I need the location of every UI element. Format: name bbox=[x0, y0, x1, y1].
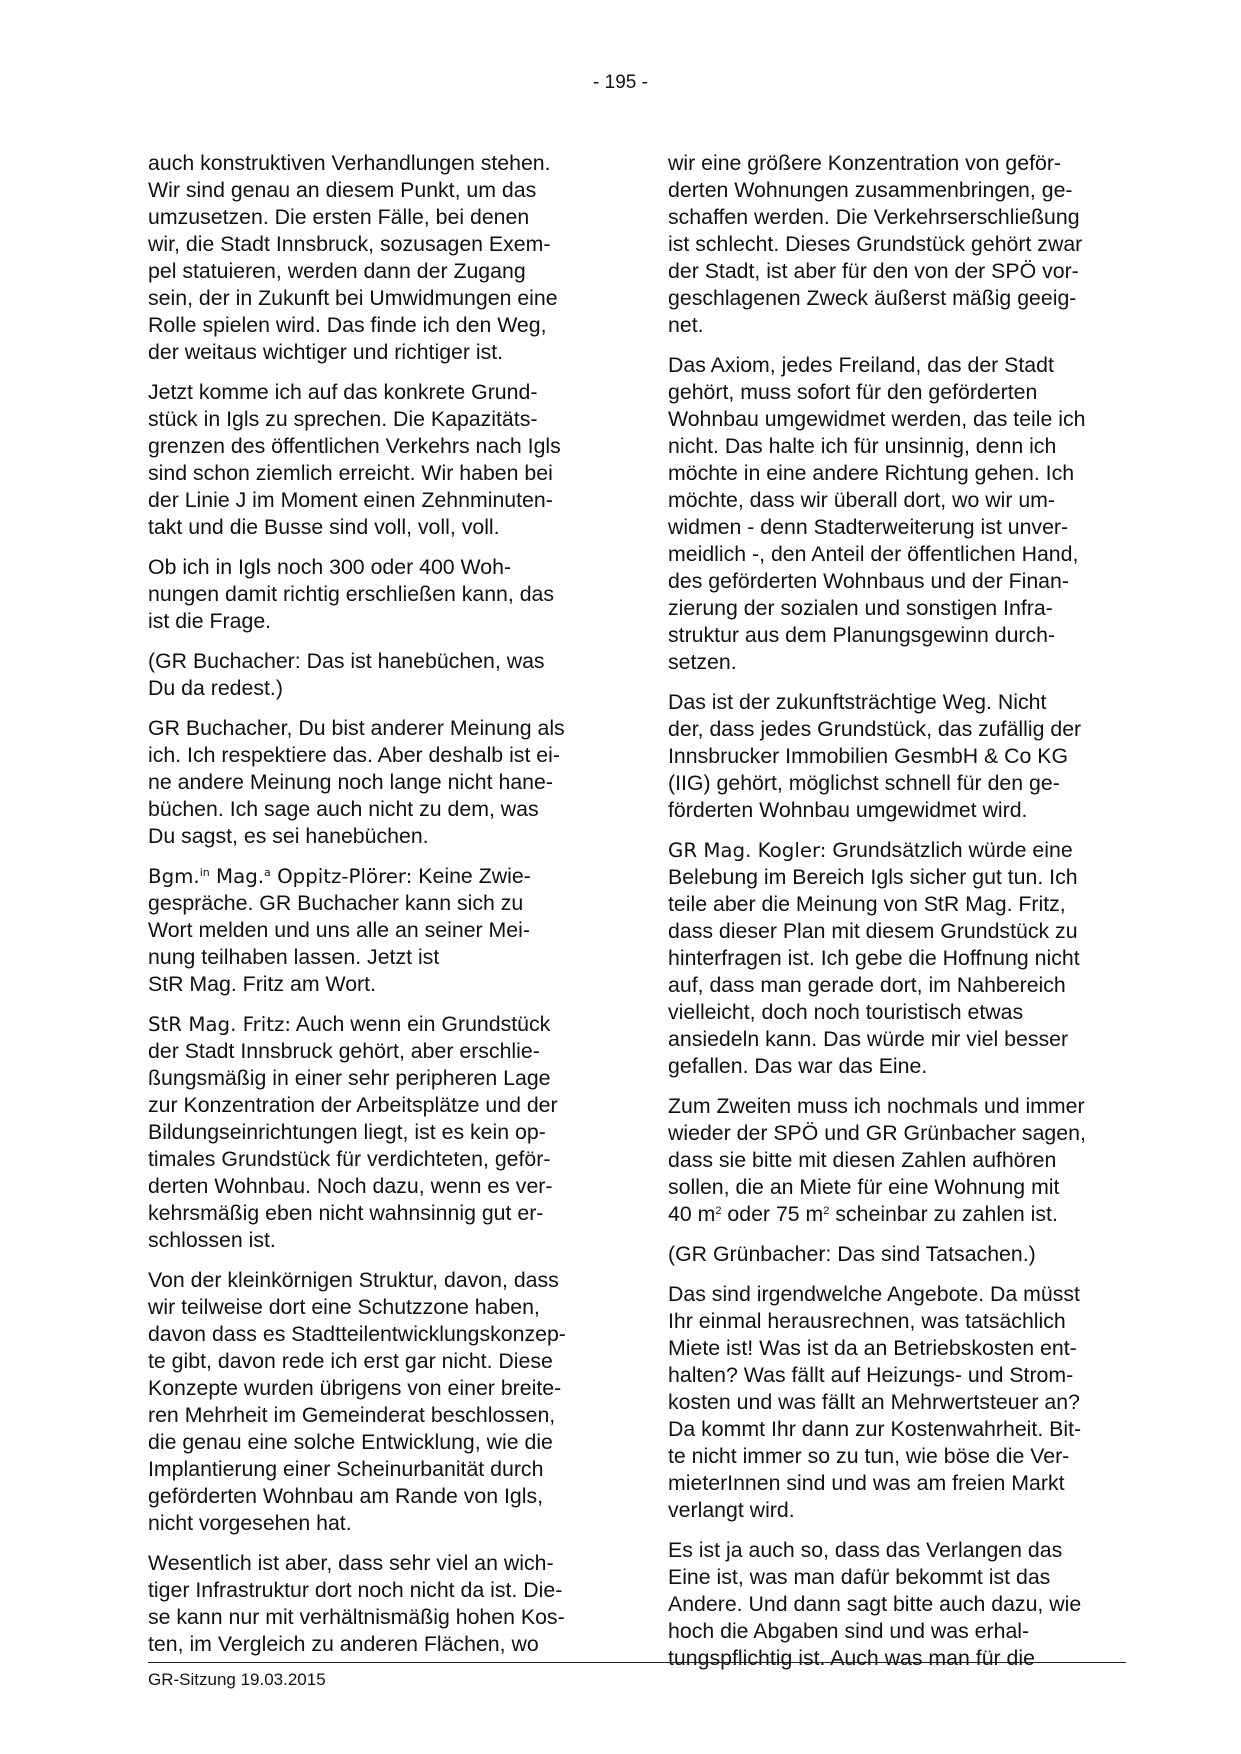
text-line: Du da redest.) bbox=[148, 676, 283, 700]
text-line: gefallen. Das war das Eine. bbox=[668, 1054, 928, 1078]
text-line: umzusetzen. Die ersten Fälle, bei denen bbox=[148, 205, 530, 229]
text-line: Wort melden und uns alle an seiner Mei- bbox=[148, 918, 530, 942]
paragraph bbox=[148, 554, 600, 635]
paragraph bbox=[668, 689, 1120, 824]
text-line: teile aber die Meinung von StR Mag. Fritz, bbox=[668, 892, 1066, 916]
text-line: GR Buchacher, Du bist anderer Meinung als bbox=[148, 716, 565, 740]
text-line: ist die Frage. bbox=[148, 609, 272, 633]
text-line: Eine ist, was man dafür bekommt ist das bbox=[668, 1565, 1051, 1589]
speaker-paragraph bbox=[148, 863, 600, 998]
footer-meeting-label: GR-Sitzung 19.03.2015 bbox=[148, 1670, 326, 1689]
text-line: nicht. Das halte ich für unsinnig, denn ich bbox=[668, 434, 1057, 458]
text-line: grenzen des öffentlichen Verkehrs nach Igls bbox=[148, 434, 561, 458]
text-line: auf, dass man gerade dort, im Nahbereich bbox=[668, 973, 1066, 997]
text-line: der Linie J im Moment einen Zehnminuten- bbox=[148, 488, 553, 512]
text-line: Ob ich in Igls noch 300 oder 400 Woh- bbox=[148, 555, 512, 579]
text-line: te nicht immer so zu tun, wie böse die Ver- bbox=[668, 1444, 1070, 1468]
footer-divider bbox=[148, 1662, 1126, 1663]
text-line: Das sind irgendwelche Angebote. Da müsst bbox=[668, 1282, 1080, 1306]
text-line: te gibt, davon rede ich erst gar nicht. Diese bbox=[148, 1349, 553, 1373]
text-line: ßungsmäßig in einer sehr peripheren Lage bbox=[148, 1066, 551, 1090]
text-line: Miete ist! Was ist da an Betriebskosten ent- bbox=[668, 1336, 1077, 1360]
text-line: ne andere Meinung noch lange nicht hane- bbox=[148, 770, 553, 794]
text-line: gehört, muss sofort für den geförderten bbox=[668, 380, 1038, 404]
text-line: Konzepte wurden übrigens von einer breite- bbox=[148, 1376, 562, 1400]
text-line: geschlagenen Zweck äußerst mäßig geeig- bbox=[668, 286, 1077, 310]
page-number: - 195 - bbox=[593, 72, 648, 93]
text-line: derten Wohnbau. Noch dazu, wenn es ver- bbox=[148, 1174, 553, 1198]
speaker-name: StR Mag. Fritz: bbox=[148, 1013, 292, 1036]
text-line: ten, im Vergleich zu anderen Flächen, wo bbox=[148, 1632, 539, 1656]
text-line: der, dass jedes Grundstück, das zufällig der bbox=[668, 717, 1082, 741]
text-line: zur Konzentration der Arbeitsplätze und der bbox=[148, 1093, 558, 1117]
text-line: net. bbox=[668, 313, 704, 337]
text-line: Wesentlich ist aber, dass sehr viel an wich- bbox=[148, 1551, 554, 1575]
text-line: Du sagst, es sei hanebüchen. bbox=[148, 824, 429, 848]
text-line: kosten und was fällt an Mehrwertsteuer an? bbox=[668, 1390, 1080, 1414]
text-line: widmen - denn Stadterweiterung ist unver- bbox=[668, 515, 1069, 539]
interjection bbox=[668, 1241, 1120, 1268]
interjection bbox=[148, 648, 600, 702]
text-line: die genau eine solche Entwicklung, wie die bbox=[148, 1430, 553, 1454]
paragraph bbox=[148, 1550, 600, 1658]
text-line: büchen. Ich sage auch nicht zu dem, was bbox=[148, 797, 539, 821]
text-line: (GR Buchacher: Das ist hanebüchen, was bbox=[148, 649, 545, 673]
text-line: GR Mag. Kogler: Grundsätzlich würde eine bbox=[668, 838, 1073, 862]
text-line: timales Grundstück für verdichteten, geför- bbox=[148, 1147, 551, 1171]
paragraph bbox=[148, 715, 600, 850]
speaker-paragraph bbox=[148, 1011, 600, 1254]
text-line: tiger Infrastruktur dort noch nicht da ist. Die- bbox=[148, 1578, 563, 1602]
text-line: 40 $m^2$ oder 75 $m^2$ scheinbar zu zahlen ist. bbox=[668, 1202, 1058, 1226]
paragraph bbox=[668, 352, 1120, 676]
text-line: Von der kleinkörnigen Struktur, davon, dass bbox=[148, 1268, 559, 1292]
text-line: (IIG) gehört, möglichst schnell für den ge- bbox=[668, 771, 1060, 795]
text-line: meidlich -, den Anteil der öffentlichen Hand, bbox=[668, 542, 1079, 566]
text-line: sind schon ziemlich erreicht. Wir haben bei bbox=[148, 461, 553, 485]
text-line: Das ist der zukunftsträchtige Weg. Nicht bbox=[668, 690, 1047, 714]
text-line: pel statuieren, werden dann der Zugang bbox=[148, 259, 526, 283]
text-line: sein, der in Zukunft bei Umwidmungen eine bbox=[148, 286, 558, 310]
text-line: stück in Igls zu sprechen. Die Kapazitäts- bbox=[148, 407, 538, 431]
text-line: Wir sind genau an diesem Punkt, um das bbox=[148, 178, 537, 202]
text-line: mieterInnen sind und was am freien Markt bbox=[668, 1471, 1065, 1495]
text-line: hinterfragen ist. Ich gebe die Hoffnung nicht bbox=[668, 946, 1080, 970]
right-column bbox=[668, 150, 1120, 1685]
text-line: wir eine größere Konzentration von geför- bbox=[668, 151, 1062, 175]
text-line: Ihr einmal herausrechnen, was tatsächlich bbox=[668, 1309, 1066, 1333]
text-line: Zum Zweiten muss ich nochmals und immer bbox=[668, 1094, 1085, 1118]
text-line: halten? Was fällt auf Heizungs- und Strom- bbox=[668, 1363, 1074, 1387]
text-line: Wohnbau umgewidmet werden, das teile ich bbox=[668, 407, 1086, 431]
text-line: ren Mehrheit im Gemeinderat beschlossen, bbox=[148, 1403, 556, 1427]
text-line: vielleicht, doch noch touristisch etwas bbox=[668, 1000, 1024, 1024]
text-line: kehrsmäßig eben nicht wahnsinnig gut er- bbox=[148, 1201, 544, 1225]
text-line: (GR Grünbacher: Das sind Tatsachen.) bbox=[668, 1242, 1036, 1266]
text-line: möchte, dass wir überall dort, wo wir um- bbox=[668, 488, 1056, 512]
speaker-paragraph bbox=[668, 837, 1120, 1080]
text-line: ansiedeln kann. Das würde mir viel besser bbox=[668, 1027, 1069, 1051]
text-line: ich. Ich respektiere das. Aber deshalb ist ei- bbox=[148, 743, 560, 767]
text-line: Innsbrucker Immobilien GesmbH & Co KG bbox=[668, 744, 1069, 768]
text-line: nungen damit richtig erschließen kann, das bbox=[148, 582, 555, 606]
text-line: Da kommt Ihr dann zur Kostenwahrheit. Bit- bbox=[668, 1417, 1082, 1441]
text-line: Das Axiom, jedes Freiland, das der Stadt bbox=[668, 353, 1054, 377]
text-line: takt und die Busse sind voll, voll, voll. bbox=[148, 515, 500, 539]
text-line: der weitaus wichtiger und richtiger ist. bbox=[148, 340, 504, 364]
paragraph bbox=[668, 150, 1120, 339]
text-line: geförderten Wohnbau am Rande von Igls, bbox=[148, 1484, 544, 1508]
text-line: Andere. Und dann sagt bitte auch dazu, wie bbox=[668, 1592, 1082, 1616]
text-line: förderten Wohnbau umgewidmet wird. bbox=[668, 798, 1028, 822]
text-line: Belebung im Bereich Igls sicher gut tun. Ich bbox=[668, 865, 1078, 889]
paragraph bbox=[668, 1281, 1120, 1524]
text-line: Bildungseinrichtungen liegt, ist es kein op- bbox=[148, 1120, 546, 1144]
text-line: Implantierung einer Scheinurbanität durch bbox=[148, 1457, 544, 1481]
paragraph bbox=[148, 150, 600, 366]
text-line: Jetzt komme ich auf das konkrete Grund- bbox=[148, 380, 538, 404]
text-line: schlossen ist. bbox=[148, 1228, 276, 1252]
text-line: ist schlecht. Dieses Grundstück gehört zwar bbox=[668, 232, 1083, 256]
text-line: zierung der sozialen und sonstigen Infra- bbox=[668, 596, 1053, 620]
text-line: der Stadt, ist aber für den von der SPÖ vor- bbox=[668, 259, 1079, 283]
text-line: nicht vorgesehen hat. bbox=[148, 1511, 352, 1535]
text-line: setzen. bbox=[668, 650, 737, 674]
speaker-name: Bgm.$^{in}$ Mag.$^a$ Oppitz-Plörer: bbox=[148, 865, 413, 888]
text-line: wieder der SPÖ und GR Grünbacher sagen, bbox=[668, 1121, 1086, 1145]
text-line: sollen, die an Miete für eine Wohnung mit bbox=[668, 1175, 1060, 1199]
paragraph bbox=[668, 1093, 1120, 1228]
text-line: nung teilhaben lassen. Jetzt ist bbox=[148, 945, 440, 969]
text-line: verlangt wird. bbox=[668, 1498, 795, 1522]
text-line: möchte in eine andere Richtung gehen. Ich bbox=[668, 461, 1075, 485]
text-line: dass dieser Plan mit diesem Grundstück zu bbox=[668, 919, 1078, 943]
text-line: der Stadt Innsbruck gehört, aber erschlie- bbox=[148, 1039, 540, 1063]
paragraph bbox=[668, 1537, 1120, 1672]
text-line: auch konstruktiven Verhandlungen stehen. bbox=[148, 151, 551, 175]
text-line: tungspflichtig ist. Auch was man für die bbox=[668, 1646, 1035, 1670]
speaker-name: GR Mag. Kogler: bbox=[668, 839, 827, 862]
text-line: se kann nur mit verhältnismäßig hohen Kos- bbox=[148, 1605, 565, 1629]
text-line: derten Wohnungen zusammenbringen, ge- bbox=[668, 178, 1073, 202]
text-line: gespräche. GR Buchacher kann sich zu bbox=[148, 891, 524, 915]
left-column bbox=[148, 150, 600, 1671]
text-line: wir teilweise dort eine Schutzzone haben, bbox=[148, 1295, 540, 1319]
text-line: struktur aus dem Planungsgewinn durch- bbox=[668, 623, 1056, 647]
text-line: wir, die Stadt Innsbruck, sozusagen Exem- bbox=[148, 232, 551, 256]
paragraph bbox=[148, 379, 600, 541]
text-line: Bgm.$^{in}$ Mag.$^a$ Oppitz-Plörer: Keine Zwie- bbox=[148, 864, 531, 888]
text-line: Rolle spielen wird. Das finde ich den Weg, bbox=[148, 313, 547, 337]
paragraph bbox=[148, 1267, 600, 1537]
text-line: StR Mag. Fritz am Wort. bbox=[148, 972, 376, 996]
text-line: dass sie bitte mit diesen Zahlen aufhören bbox=[668, 1148, 1057, 1172]
text-line: des geförderten Wohnbaus und der Finan- bbox=[668, 569, 1069, 593]
text-line: Es ist ja auch so, dass das Verlangen das bbox=[668, 1538, 1063, 1562]
text-line: hoch die Abgaben sind und was erhal- bbox=[668, 1619, 1030, 1643]
text-line: davon dass es Stadtteilentwicklungskonzep- bbox=[148, 1322, 566, 1346]
text-line: StR Mag. Fritz: Auch wenn ein Grundstück bbox=[148, 1012, 551, 1036]
text-line: schaffen werden. Die Verkehrserschließung bbox=[668, 205, 1080, 229]
